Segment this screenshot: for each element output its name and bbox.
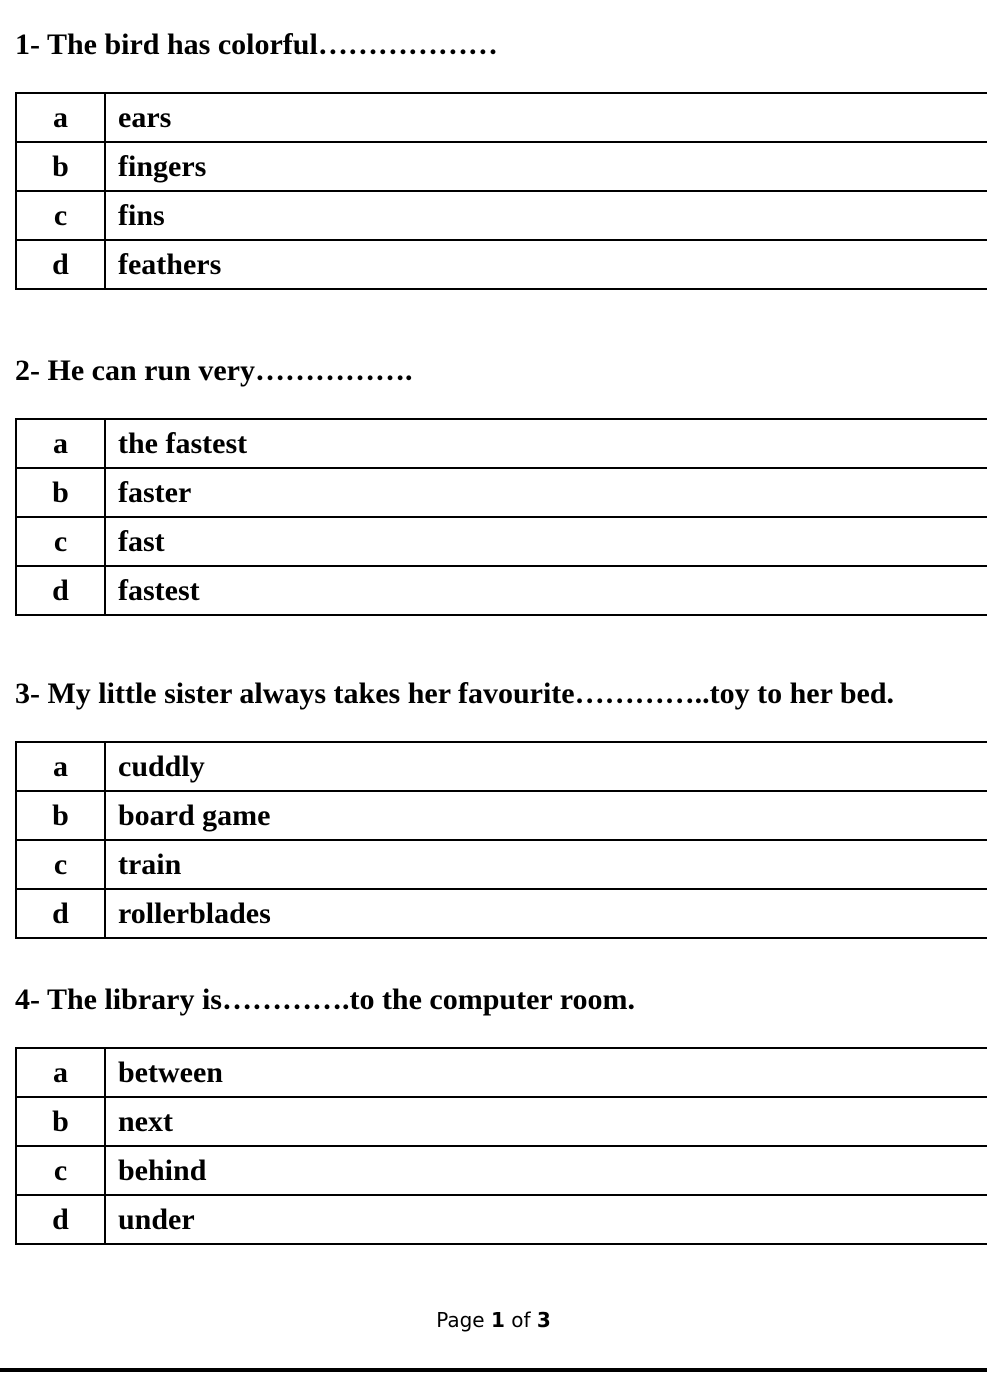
option-letter: d bbox=[16, 1195, 105, 1244]
option-text: fins bbox=[105, 191, 987, 240]
option-row[interactable] bbox=[16, 191, 987, 240]
option-row[interactable] bbox=[16, 240, 987, 289]
question-1-prompt: 1- The bird has colorful……………… bbox=[15, 28, 498, 61]
option-text: cuddly bbox=[105, 742, 987, 791]
option-text: fast bbox=[105, 517, 987, 566]
option-letter: b bbox=[16, 468, 105, 517]
page-number bbox=[0, 1308, 987, 1332]
option-letter: b bbox=[16, 142, 105, 191]
question-4-options bbox=[15, 1047, 987, 1245]
option-text: between bbox=[105, 1048, 987, 1097]
total-pages: 3 bbox=[536, 1308, 551, 1332]
option-row[interactable] bbox=[16, 889, 987, 938]
option-text: board game bbox=[105, 791, 987, 840]
option-row[interactable] bbox=[16, 142, 987, 191]
question-3-prompt: 3- My little sister always takes her favourite…………..toy to her bed. bbox=[15, 677, 895, 710]
page-label: Page bbox=[436, 1308, 485, 1332]
option-letter: c bbox=[16, 517, 105, 566]
option-row[interactable] bbox=[16, 566, 987, 615]
option-text: feathers bbox=[105, 240, 987, 289]
option-row[interactable] bbox=[16, 419, 987, 468]
option-letter: c bbox=[16, 1146, 105, 1195]
option-text: rollerblades bbox=[105, 889, 987, 938]
current-page: 1 bbox=[490, 1308, 505, 1332]
of-label: of bbox=[511, 1308, 531, 1332]
option-letter: d bbox=[16, 889, 105, 938]
question-3-options bbox=[15, 741, 987, 939]
option-letter: b bbox=[16, 1097, 105, 1146]
option-row[interactable] bbox=[16, 1048, 987, 1097]
option-text: under bbox=[105, 1195, 987, 1244]
option-row[interactable] bbox=[16, 93, 987, 142]
option-row[interactable] bbox=[16, 742, 987, 791]
option-text: fastest bbox=[105, 566, 987, 615]
question-1-options bbox=[15, 92, 987, 290]
option-row[interactable] bbox=[16, 468, 987, 517]
option-letter: a bbox=[16, 742, 105, 791]
option-row[interactable] bbox=[16, 791, 987, 840]
option-letter: a bbox=[16, 419, 105, 468]
option-text: ears bbox=[105, 93, 987, 142]
option-row[interactable] bbox=[16, 840, 987, 889]
question-2-options bbox=[15, 418, 987, 616]
option-row[interactable] bbox=[16, 1097, 987, 1146]
option-text: next bbox=[105, 1097, 987, 1146]
option-text: the fastest bbox=[105, 419, 987, 468]
option-letter: b bbox=[16, 791, 105, 840]
option-letter: a bbox=[16, 93, 105, 142]
option-letter: d bbox=[16, 566, 105, 615]
question-4-prompt: 4- The library is………….to the computer room. bbox=[15, 983, 635, 1016]
question-2-prompt: 2- He can run very……………. bbox=[15, 354, 413, 387]
option-letter: c bbox=[16, 191, 105, 240]
option-row[interactable] bbox=[16, 1146, 987, 1195]
option-letter: c bbox=[16, 840, 105, 889]
option-row[interactable] bbox=[16, 1195, 987, 1244]
option-text: faster bbox=[105, 468, 987, 517]
bottom-divider bbox=[0, 1368, 987, 1372]
option-row[interactable] bbox=[16, 517, 987, 566]
option-text: fingers bbox=[105, 142, 987, 191]
option-letter: d bbox=[16, 240, 105, 289]
option-text: behind bbox=[105, 1146, 987, 1195]
option-letter: a bbox=[16, 1048, 105, 1097]
option-text: train bbox=[105, 840, 987, 889]
